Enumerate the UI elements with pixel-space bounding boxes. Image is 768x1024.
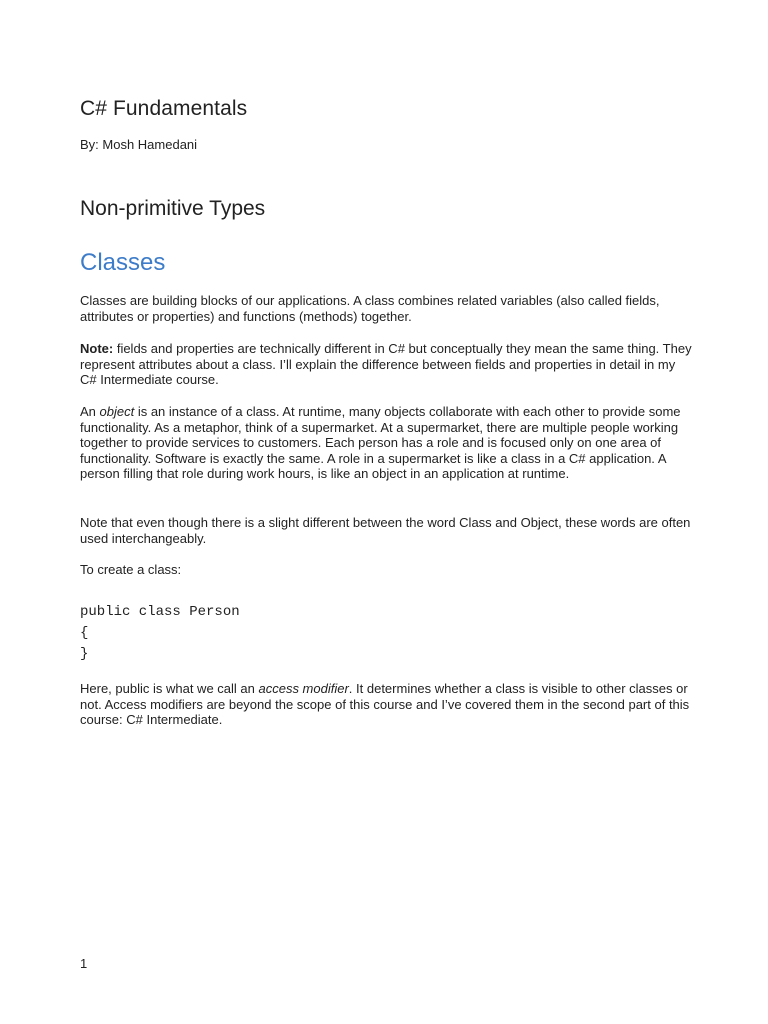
paragraph-note [80, 341, 692, 388]
object-term: object [99, 404, 135, 419]
subsection-heading: Classes [80, 249, 166, 276]
code-line: } [80, 646, 89, 662]
section-heading: Non-primitive Types [80, 197, 266, 220]
document-page [80, 0, 692, 1024]
paragraph-classes-intro: Classes are building blocks of our applications. A class combines related variables (also called fields, attributes or properties) and functions (methods) together. [80, 293, 660, 324]
paragraph-access-modifier [80, 681, 692, 728]
paragraph-create-class: To create a class: [80, 562, 182, 577]
note-label: Note: [80, 341, 114, 356]
document-title: C# Fundamentals [80, 97, 248, 120]
paragraph-interchangeable: Note that even though there is a slight different between the word Class and Object, these words are often used interchangeably. [80, 515, 691, 546]
access-text: . It determines whether a class is visible to other classes or not. Access modifiers are beyond the scope of this course and I’ve covered them in the second part of this course: C# Intermediate. [80, 681, 690, 728]
access-prefix: Here, public is what we call an [80, 681, 259, 696]
note-text: fields and properties are technically different in C# but conceptually they mean the same thing. They represent attributes about a class. I’ll explain the difference between fields and properties in detail in my C# Intermediate course. [80, 341, 692, 388]
paragraph-object [80, 404, 692, 482]
page-number: 1 [80, 956, 88, 971]
object-prefix: An [80, 404, 100, 419]
code-line: { [80, 625, 89, 641]
code-line: public class Person [80, 604, 240, 620]
object-text: is an instance of a class. At runtime, many objects collaborate with each other to provide some functionality. As a metaphor, think of a supermarket. At a supermarket, there are multiple people working together to provide services to customers. Each person has a role and is focused only on one area of functionality. Software is exactly the same. A role in a supermarket is like a class in a C# application. A person filling that role during work hours, is like an object in an application at runtime. [80, 404, 681, 482]
code-block [80, 602, 240, 665]
access-modifier-term: access modifier [258, 681, 349, 696]
author-line: By: Mosh Hamedani [80, 137, 198, 152]
